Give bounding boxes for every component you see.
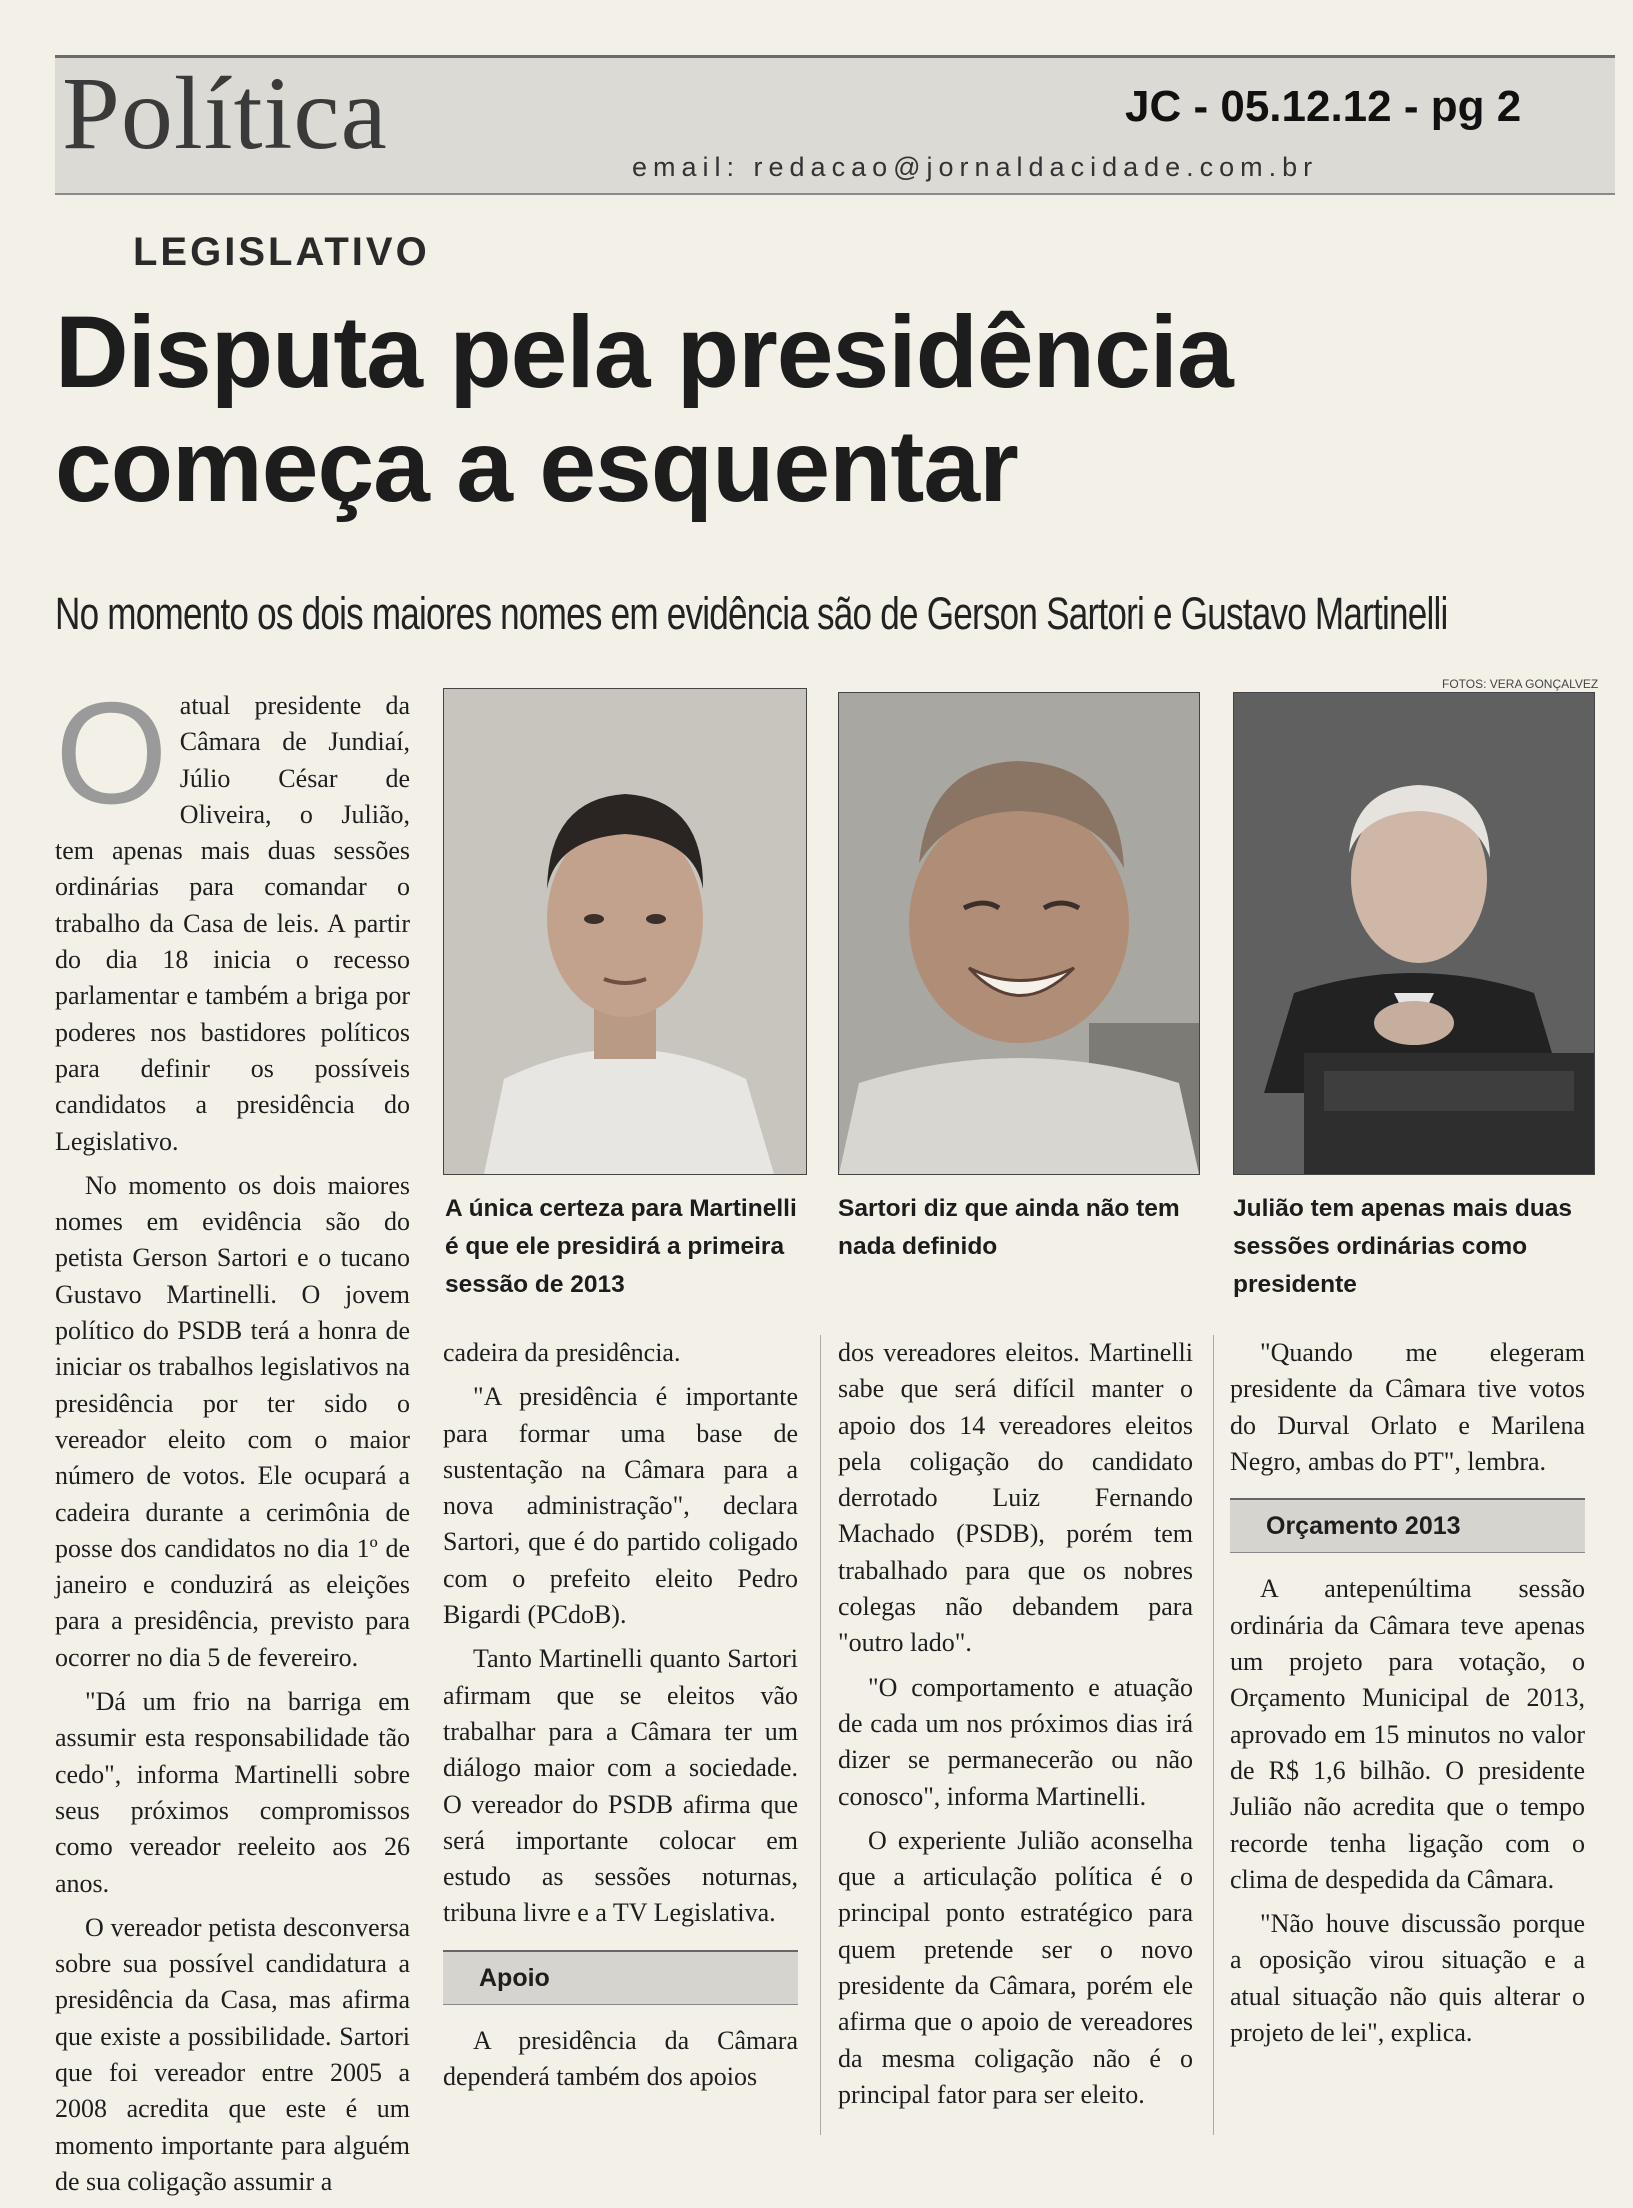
photo-juliao (1233, 692, 1595, 1175)
photo-credit: FOTOS: VERA GONÇALVEZ (1442, 677, 1599, 691)
photo-martinelli (443, 688, 807, 1175)
photo-caption: Julião tem apenas mais duas sessões ordinárias como presidente (1233, 1195, 1573, 1298)
paragraph: "Não houve discussão porque a oposição virou situação e a atual situação não quis alterar o projeto de lei", explica. (1230, 1909, 1585, 2048)
paragraph: dos vereadores eleitos. Martinelli sabe que será difícil manter o apoio dos 14 vereadores eleitos pela coligação do candidato derrotado Luiz Fernando Machado (PSDB), porém tem trabalhado para que os nobres colegas não debandem para "outro lado". (838, 1338, 1193, 1658)
paragraph: "Quando me elegeram presidente da Câmara tive votos do Durval Orlato e Marilena Negro, ambas do PT", lembra. (1230, 1338, 1585, 1476)
article-column-2 (443, 1335, 798, 2104)
subsection-heading-orcamento: Orçamento 2013 (1230, 1498, 1585, 1553)
photo-caption: A única certeza para Martinelli é que ele presidirá a primeira sessão de 2013 (445, 1195, 797, 1298)
paragraph: A presidência da Câmara dependerá também dos apoios (443, 2026, 798, 2092)
paragraph: "A presidência é importante para formar uma base de sustentação na Câmara para a nova administração", declara Sartori, que é do partido coligado com o prefeito eleito Pedro Bigardi (PCdoB). (443, 1382, 798, 1630)
portrait-image (839, 693, 1199, 1174)
article-column-3 (838, 1335, 1193, 2121)
portrait-image (1234, 693, 1594, 1174)
article-kicker: LEGISLATIVO (133, 230, 430, 274)
paragraph (55, 672, 410, 1160)
portrait-image (444, 689, 806, 1174)
paragraph: "O comportamento e atuação de cada um nos próximos dias irá dizer se permanecerão ou não conosco", informa Martinelli. (838, 1672, 1193, 1811)
paragraph: cadeira da presidência. (443, 1338, 681, 1367)
headline-line-2: começa a esquentar (55, 409, 1018, 523)
paragraph: No momento os dois maiores nomes em evidência são do petista Gerson Sartori e o tucano Gustavo Martinelli. O jovem político do PSDB terá a honra de iniciar os trabalhos legislativos na presidência por ter sido o vereador eleito com o maior número de votos. Ele ocupará a cadeira durante a cerimônia de posse dos candidatos no dia 1º de janeiro e conduzirá as eleições para a presidência, previsto para ocorrer no dia 5 de fevereiro. (55, 1170, 410, 1672)
subsection-heading-apoio: Apoio (443, 1950, 798, 2005)
article-headline (55, 295, 1615, 523)
paragraph: A antepenúltima sessão ordinária da Câmara teve apenas um projeto para votação, o Orçamento Municipal de 2013, aprovado em 15 minutos no valor de R$ 1,6 bilhão. O presidente Julião não acredita que o tempo recorde tenha ligação com o clima de despedida da Câmara. (1230, 1574, 1585, 1894)
column-divider (1213, 1335, 1214, 2135)
headline-line-1: Disputa pela presidência (55, 295, 1233, 409)
paragraph: O vereador petista desconversa sobre sua possível candidatura a presidência da Casa, mas afirma que existe a possibilidade. Sartori que foi vereador entre 2005 a 2008 acredita que este é um momento importante para alguém de sua coligação assumir a (55, 1912, 410, 2196)
article-subhead: No momento os dois maiores nomes em evidência são de Gerson Sartori e Gustavo Martinelli (55, 588, 1448, 639)
drop-cap: O (55, 672, 168, 834)
paragraph: O experiente Julião aconselha que a articulação política é o principal ponto estratégico para quem pretende ser o novo presidente da Câmara, porém ele afirma que o apoio de vereadores da mesma coligação não é o principal fator para ser eleito. (838, 1825, 1193, 2109)
article-column-1 (55, 672, 410, 2208)
photo-caption: Sartori diz que ainda não tem nada definido (838, 1195, 1180, 1260)
contact-email: email: redacao@jornaldacidade.com.br (632, 152, 1319, 182)
article-column-4 (1230, 1335, 1585, 2059)
paragraph-text: atual presidente da Câmara de Jundiaí, Júlio César de Oliveira, o Julião, tem apenas mais duas sessões ordinárias para comandar o trabalho da Casa de leis. A partir do dia 18 inicia o recesso parlamentar e também a briga por poderes nos bastidores políticos para definir os possíveis candidatos a presidência do Legislativo. (55, 691, 410, 1156)
page-reference: JC - 05.12.12 - pg 2 (1125, 82, 1522, 131)
paragraph: "Dá um frio na barriga em assumir esta responsabilidade tão cedo", informa Martinelli sobre seus próximos compromissos como vereador reeleito aos 26 anos. (55, 1687, 410, 1898)
column-divider (820, 1335, 821, 2135)
photo-sartori (838, 692, 1200, 1175)
paragraph: Tanto Martinelli quanto Sartori afirmam que se eleitos vão trabalhar para a Câmara ter um diálogo maior com a sociedade. O vereador do PSDB afirma que será importante colocar em estudo as sessões noturnas, tribuna livre e a TV Legislativa. (443, 1644, 798, 1928)
section-title: Política (62, 56, 388, 171)
